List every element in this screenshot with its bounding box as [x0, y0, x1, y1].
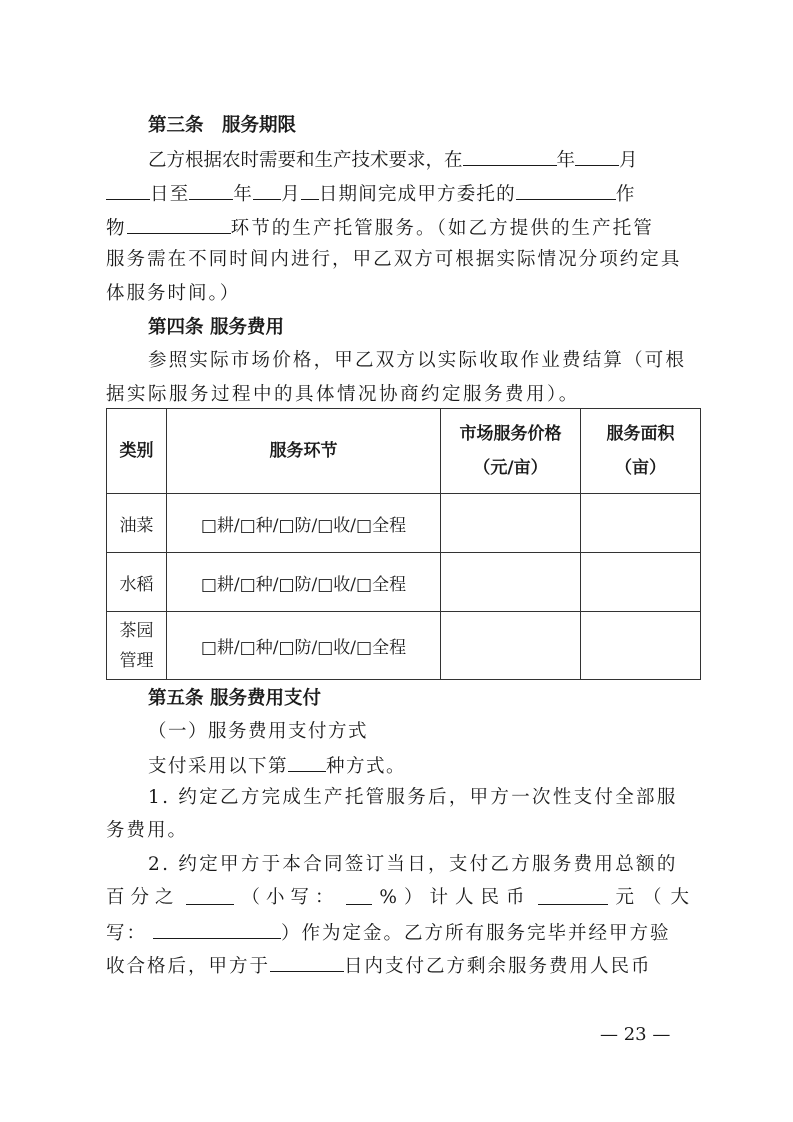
- cell-price[interactable]: [441, 553, 581, 612]
- cell-category: [107, 612, 167, 680]
- cell-area[interactable]: [581, 612, 701, 680]
- amount-blank: [538, 886, 608, 905]
- article5-item2-line1: 2. 约定甲方于本合同签订当日，支付乙方服务费用总额的: [148, 854, 678, 875]
- header-price-line2: （元/亩）: [473, 458, 548, 478]
- article4-line2: 据实际服务过程中的具体情况协商约定服务费用）。: [106, 384, 580, 405]
- percent-words-blank: [186, 886, 234, 905]
- article3-line1: [148, 147, 638, 173]
- cell-category-line2: 管理: [119, 650, 154, 671]
- article4-title: 第四条 服务费用: [148, 317, 284, 338]
- article5-subsection1: （一）服务费用支付方式: [148, 721, 369, 742]
- amount-words-blank: [153, 920, 281, 939]
- year-blank: [189, 181, 233, 200]
- text: 乙方根据农时需要和生产技术要求，在: [148, 150, 463, 171]
- cell-category: 水稻: [107, 553, 167, 612]
- header-service: 服务环节: [167, 409, 441, 494]
- month-blank: [575, 147, 619, 166]
- text: ）作为定金。乙方所有服务完毕并经甲方验: [281, 923, 671, 944]
- day-blank: [301, 181, 319, 200]
- article4-line1: 参照实际市场价格，甲乙双方以实际收取作业费结算（可根: [148, 350, 687, 371]
- days-blank: [270, 953, 344, 972]
- article3-title: 第三条 服务期限: [148, 115, 297, 136]
- text: 日期间完成甲方委托的: [318, 184, 516, 205]
- header-area: [581, 409, 701, 494]
- article5-item1-line2: 务费用。: [106, 820, 189, 841]
- text: 年: [233, 184, 254, 205]
- text: 环节的生产托管服务。（如乙方提供的生产托管: [230, 218, 654, 239]
- article5-item2-line4: [106, 953, 652, 979]
- article3-line4: 服务需在不同时间内进行，甲乙双方可根据实际情况分项约定具: [106, 249, 682, 270]
- article5-line1: [148, 753, 406, 779]
- header-category: 类别: [107, 409, 167, 494]
- text: 作: [615, 184, 636, 205]
- cell-area[interactable]: [581, 553, 701, 612]
- article5-item1-line1: 1. 约定乙方完成生产托管服务后，甲方一次性支付全部服: [148, 787, 678, 808]
- table-row: [107, 612, 701, 680]
- cell-price[interactable]: [441, 612, 581, 680]
- article3-line3: [106, 215, 654, 241]
- fees-table: [106, 408, 701, 680]
- header-area-line2: （亩）: [615, 458, 666, 478]
- text: 日内支付乙方剩余服务费用人民币: [344, 956, 652, 977]
- article5-item2-line3: [106, 920, 671, 946]
- text: 种方式。: [326, 756, 407, 777]
- cell-category: 油菜: [107, 494, 167, 553]
- text: 月: [281, 184, 301, 205]
- cell-service[interactable]: □耕/□种/□防/□收/□全程: [167, 612, 441, 680]
- text: 元（大: [615, 887, 698, 908]
- cell-service[interactable]: □耕/□种/□防/□收/□全程: [167, 553, 441, 612]
- text: 日至: [150, 184, 190, 205]
- article3-line5: 体服务时间。）: [106, 283, 241, 304]
- text: %）计人民币: [379, 887, 532, 908]
- method-blank: [288, 753, 326, 772]
- table-header-row: [107, 409, 701, 494]
- crop-blank: [516, 181, 616, 200]
- header-area-line1: 服务面积: [606, 424, 675, 444]
- article5-item2-line2: [106, 886, 698, 910]
- article5-title: 第五条 服务费用支付: [148, 688, 321, 709]
- text: 月: [619, 150, 638, 171]
- stage-blank: [127, 215, 231, 234]
- cell-category-line1: 茶园: [119, 620, 154, 641]
- text: 写：: [106, 923, 148, 944]
- page-number: — 23 —: [600, 1024, 671, 1045]
- month-blank: [253, 181, 281, 200]
- cell-service[interactable]: □耕/□种/□防/□收/□全程: [167, 494, 441, 553]
- percent-number-blank: [346, 886, 372, 905]
- text: 支付采用以下第: [148, 756, 289, 777]
- cell-area[interactable]: [581, 494, 701, 553]
- text: 收合格后，甲方于: [106, 956, 271, 977]
- year-blank: [463, 147, 557, 166]
- day-blank: [106, 181, 150, 200]
- table-row: [107, 553, 701, 612]
- text: 物: [106, 218, 127, 239]
- text: 年: [556, 150, 576, 171]
- text: 百分之: [106, 887, 180, 908]
- cell-price[interactable]: [441, 494, 581, 553]
- header-price: [441, 409, 581, 494]
- header-price-line1: 市场服务价格: [459, 424, 562, 444]
- article3-line2: [106, 181, 636, 207]
- table-row: [107, 494, 701, 553]
- text: （小写：: [241, 887, 340, 908]
